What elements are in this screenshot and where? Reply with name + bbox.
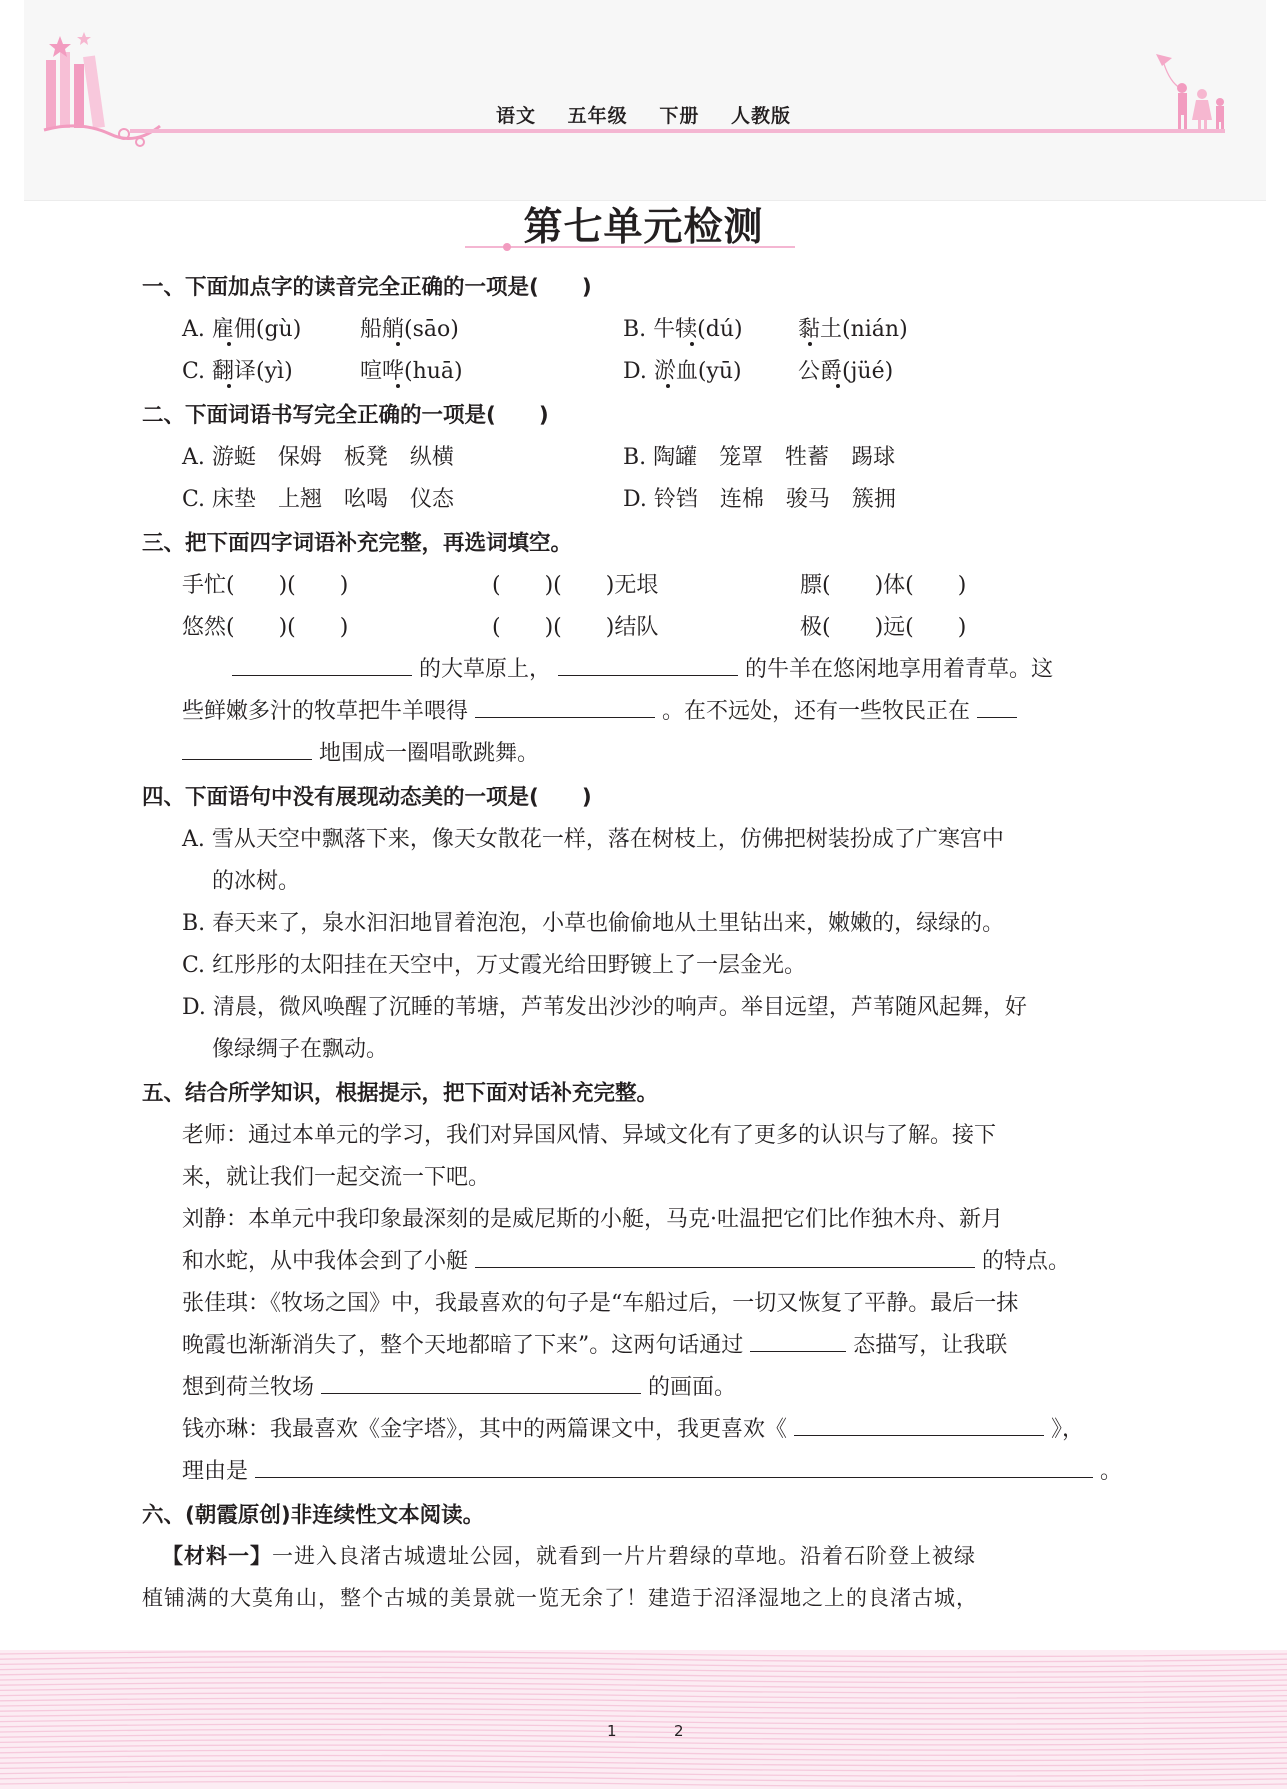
q5-text: 钱亦琳：我最喜欢《金字塔》，其中的两篇课文中，我更喜欢《	[182, 1417, 788, 1442]
q5-line-3: 刘静：本单元中我印象最深刻的是威尼斯的小艇，马克·吐温把它们比作独木舟、新月	[182, 1207, 1003, 1232]
q5-text: 晚霞也渐渐消失了，整个天地都暗了下来”。这两句话通过	[182, 1333, 744, 1358]
q5-line-8	[182, 1412, 1084, 1443]
answer-blank[interactable]	[321, 1371, 641, 1394]
emphasis-dot	[808, 342, 812, 346]
q1-option-b-word2: 黏土(nián)	[798, 317, 908, 342]
q2-option-c: C. 床垫 上翘 吆喝 仪态	[182, 487, 455, 512]
q5-line-1: 老师：通过本单元的学习，我们对异国风情、异域文化有了更多的认识与了解。接下	[182, 1123, 997, 1148]
answer-blank[interactable]	[255, 1455, 1093, 1478]
q3-fill-text: 些鲜嫩多汁的牧草把牛羊喂得	[182, 699, 469, 724]
q3-fill-text: 的大草原上，	[419, 657, 552, 682]
q5-text: 理由是	[182, 1459, 249, 1484]
answer-blank[interactable]	[794, 1413, 1044, 1436]
q3-idiom-5: ( )( )结队	[492, 615, 659, 640]
answer-blank[interactable]	[750, 1329, 846, 1352]
q5-text: 。	[1100, 1459, 1123, 1484]
q6-material-1-line-1	[162, 1540, 976, 1570]
q3-fill-line-2	[182, 694, 1017, 725]
question-2-stem: 二、下面词语书写完全正确的一项是( )	[142, 403, 549, 428]
question-4-stem: 四、下面语句中没有展现动态美的一项是( )	[142, 785, 592, 810]
q3-idiom-1: 手忙( )( )	[182, 573, 349, 598]
q2-option-a: A. 游蜓 保姆 板凳 纵横	[182, 445, 454, 470]
q1-option-c-word2: 喧哗(huā)	[360, 359, 463, 384]
q6-material-1-line-2: 植铺满的大莫角山，整个古城的美景就一览无余了！建造于沼泽湿地之上的良渚古城，	[142, 1586, 978, 1610]
header-subject: 语文	[496, 105, 537, 127]
page-number-right: 2	[674, 1722, 684, 1740]
emphasis-dot	[690, 342, 694, 346]
emphasis-dot	[836, 384, 840, 388]
q1-option-c-word1: C. 翻译(yì)	[182, 359, 293, 384]
q5-line-2: 来，就让我们一起交流一下吧。	[182, 1165, 491, 1190]
q4-option-a-line2: 的冰树。	[212, 869, 301, 894]
q4-option-b: B. 春天来了，泉水汩汩地冒着泡泡，小草也偷偷地从土里钻出来，嫩嫩的，绿绿的。	[182, 911, 1005, 936]
q5-line-9	[182, 1454, 1122, 1485]
q5-line-6	[182, 1328, 1007, 1359]
q3-idiom-4: 悠然( )( )	[182, 615, 349, 640]
q3-idiom-2: ( )( )无垠	[492, 573, 659, 598]
page-title: 第七单元检测	[523, 204, 764, 250]
header-term: 下册	[659, 105, 700, 127]
q2-option-b: B. 陶罐 笼罩 牲蓄 踢球	[623, 445, 896, 470]
q3-fill-text: 。在不远处，还有一些牧民正在	[662, 699, 971, 724]
emphasis-dot	[666, 384, 670, 388]
q5-text: 的画面。	[648, 1375, 737, 1400]
emphasis-dot	[227, 342, 231, 346]
material-label: 【材料一】	[162, 1544, 272, 1568]
answer-blank[interactable]	[977, 695, 1017, 718]
answer-blank[interactable]	[475, 1245, 975, 1268]
q1-option-d-word1: D. 淤血(yū)	[623, 359, 742, 384]
answer-blank[interactable]	[475, 695, 655, 718]
title-underline	[465, 243, 795, 251]
answer-blank[interactable]	[182, 737, 312, 760]
q3-idiom-3: 膘( )体( )	[800, 573, 967, 598]
footer-wave-band	[0, 1650, 1287, 1789]
q3-fill-line-3	[182, 736, 539, 767]
page-number-left: 1	[607, 1722, 617, 1740]
q4-option-c: C. 红彤彤的太阳挂在天空中，万丈霞光给田野镀上了一层金光。	[182, 953, 807, 978]
q5-line-7	[182, 1370, 736, 1401]
q1-option-a-word2: 船艄(sāo)	[360, 317, 459, 342]
q5-text: 》，	[1051, 1417, 1085, 1442]
book-logo-icon	[40, 30, 170, 155]
question-5-stem: 五、结合所学知识，根据提示，把下面对话补充完整。	[142, 1081, 659, 1106]
q1-option-d-word2: 公爵(jüé)	[798, 359, 894, 384]
answer-blank[interactable]	[232, 653, 412, 676]
q3-fill-text: 地围成一圈唱歌跳舞。	[319, 741, 540, 766]
answer-blank[interactable]	[558, 653, 738, 676]
question-3-stem: 三、把下面四字词语补充完整，再选词填空。	[142, 531, 573, 556]
q3-fill-text: 的牛羊在悠闲地享用着青草。这	[745, 657, 1054, 682]
q5-text: 的特点。	[982, 1249, 1071, 1274]
q5-line-4	[182, 1244, 1070, 1275]
q5-text: 和水蛇，从中我体会到了小艇	[182, 1249, 469, 1274]
q4-option-a-line1: A. 雪从天空中飘落下来，像天女散花一样，落在树枝上，仿佛把树装扮成了广寒宫中	[182, 827, 1004, 852]
q4-option-d-line1: D. 清晨，微风唤醒了沉睡的苇塘，芦苇发出沙沙的响声。举目远望，芦苇随风起舞，好	[182, 995, 1027, 1020]
q4-option-d-line2: 像绿绸子在飘动。	[212, 1037, 389, 1062]
header-rule	[130, 129, 1225, 133]
q1-option-b-word1: B. 牛犊(dú)	[623, 317, 743, 342]
emphasis-dot	[227, 384, 231, 388]
q5-text: 想到荷兰牧场	[182, 1375, 315, 1400]
question-6-stem: 六、(朝霞原创)非连续性文本阅读。	[142, 1503, 485, 1528]
header-edition: 人教版	[730, 105, 791, 127]
q5-line-5: 张佳琪：《牧场之国》中，我最喜欢的句子是“车船过后，一切又恢复了平静。最后一抹	[182, 1291, 1019, 1316]
emphasis-dot	[396, 342, 400, 346]
q2-option-d: D. 铃铛 连棉 骏马 簇拥	[623, 487, 896, 512]
header-grade: 五年级	[567, 105, 628, 127]
q3-fill-line-1	[232, 652, 1053, 683]
emphasis-dot	[396, 384, 400, 388]
q3-idiom-6: 极( )远( )	[800, 615, 967, 640]
q1-option-a-word1: A. 雇佣(gù)	[182, 317, 302, 342]
material-text: 一进入良渚古城遗址公园，就看到一片片碧绿的草地。沿着石阶登上被绿	[272, 1544, 976, 1568]
q5-text: 态描写，让我联	[853, 1333, 1008, 1358]
header-course-info	[0, 101, 1287, 128]
question-1-stem: 一、下面加点字的读音完全正确的一项是( )	[142, 275, 592, 300]
